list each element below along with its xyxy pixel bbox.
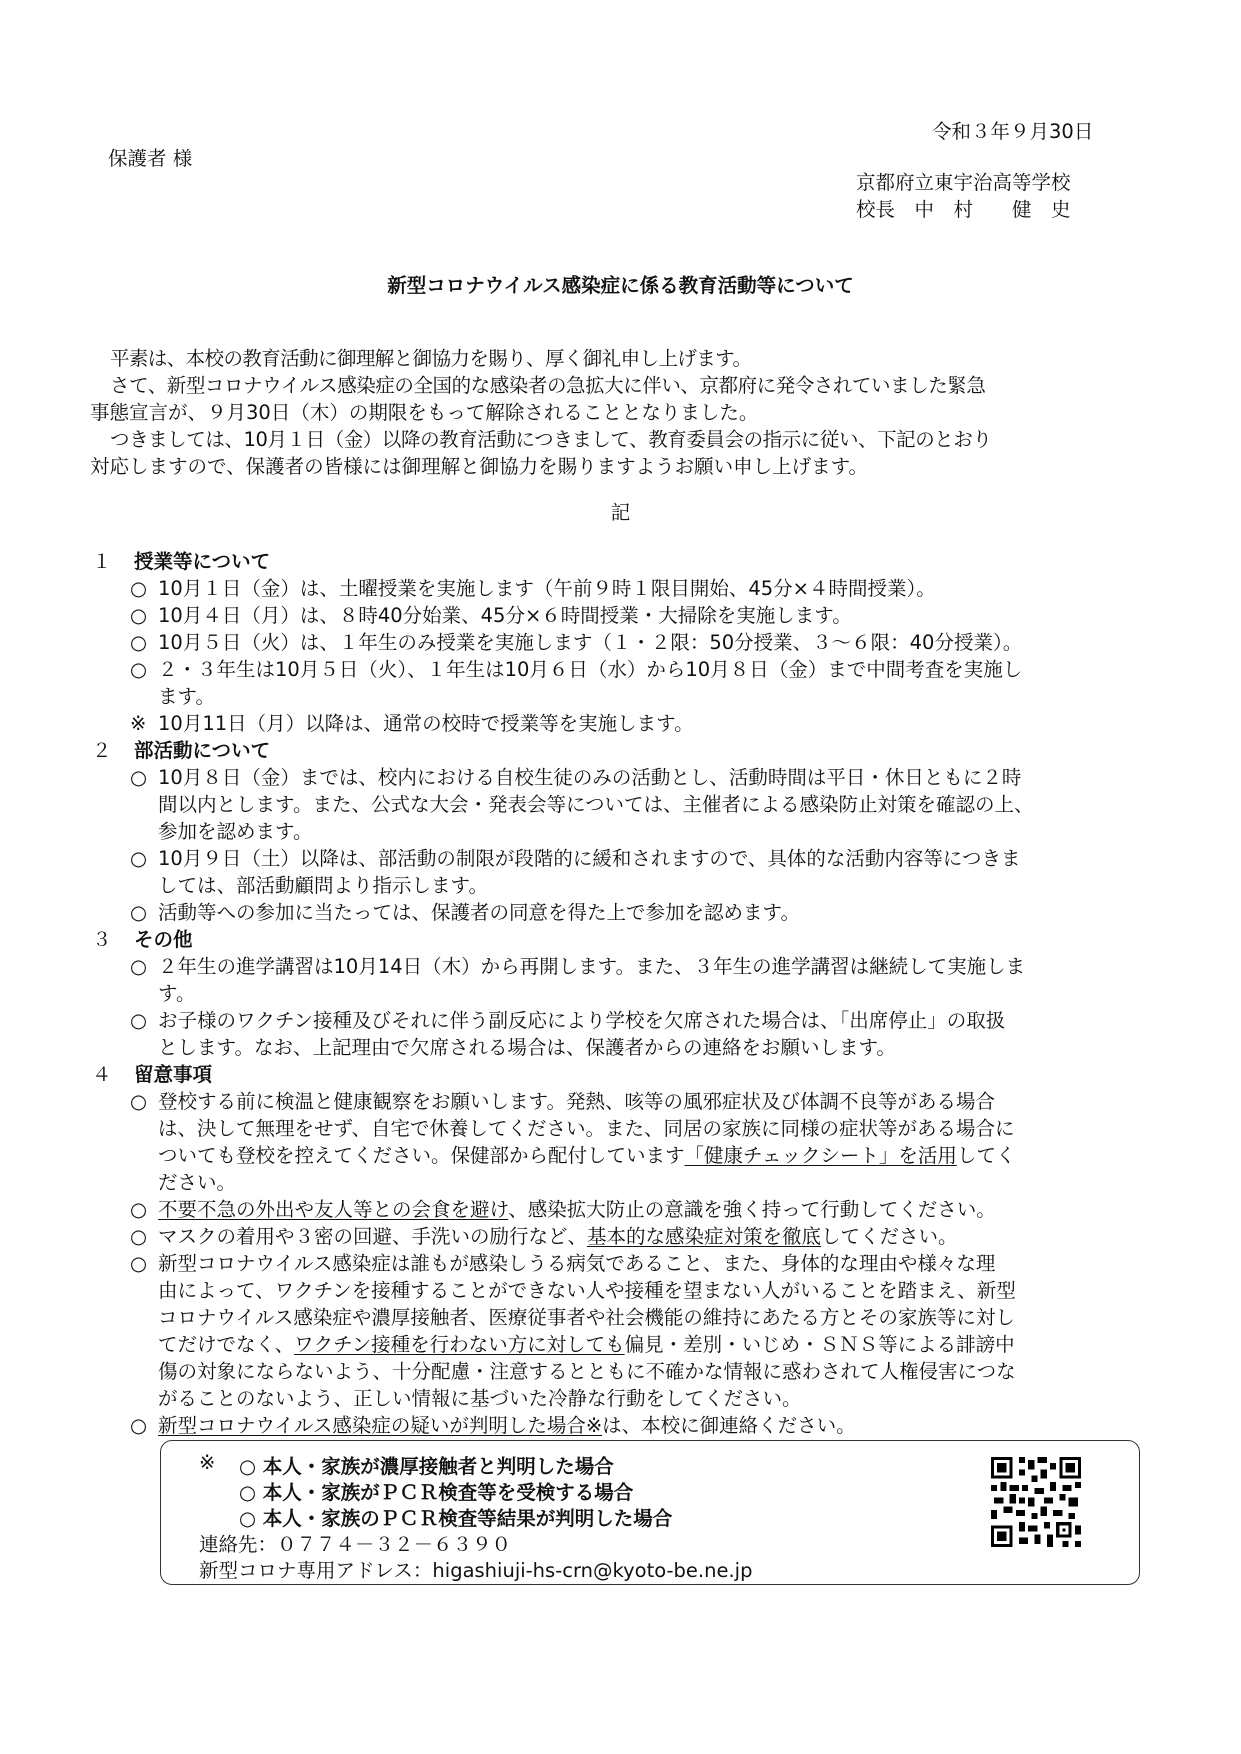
underlined-phrase: 不要不急の外出や友人等との会食を避け xyxy=(158,1198,509,1221)
item-line: 不要不急の外出や友人等との会食を避け、感染拡大防止の意識を強く持って行動してください。 xyxy=(158,1198,996,1221)
section-heading xyxy=(92,1061,1152,1088)
bullet-mark: ○ xyxy=(130,766,148,789)
item-line: ます。 xyxy=(158,685,215,708)
section-number: ２ xyxy=(92,739,112,762)
item-line: ついても登校を控えてください。保健部から配付しています「健康チェックシート」を活用してく xyxy=(158,1144,1016,1167)
list-item xyxy=(92,1223,1152,1250)
contact-email[interactable]: 新型コロナ専用アドレス：higashiuji-hs-crn@kyoto-be.ne.jp xyxy=(199,1559,753,1582)
section-number: １ xyxy=(92,550,112,573)
list-item xyxy=(92,1250,1152,1412)
item-line: ２・３年生は10月５日（火）、１年生は10月６日（水）から10月８日（金）まで中間考査を実施し xyxy=(158,658,1023,681)
section-title: 部活動について xyxy=(134,739,271,762)
section-number: ３ xyxy=(92,928,112,951)
bullet-mark: ○ xyxy=(130,658,148,681)
ki-heading: 記 xyxy=(610,501,631,524)
bullet-mark: ○ xyxy=(130,1252,148,1275)
list-item xyxy=(92,1412,1152,1439)
item-line: ２年生の進学講習は10月14日（木）から再開します。また、３年生の進学講習は継続して実施しま xyxy=(158,955,1026,978)
section-heading xyxy=(92,548,1152,575)
item-line: 10月９日（土）以降は、部活動の制限が段階的に緩和されますので、具体的な活動内容等につきま xyxy=(158,847,1021,870)
item-line: てだけでなく、ワクチン接種を行わない方に対しても偏見・差別・いじめ・ＳＮＳ等による誹謗中 xyxy=(158,1333,1015,1356)
list-item xyxy=(92,1196,1152,1223)
bullet-mark: ○ xyxy=(130,577,148,600)
case-2: ○ 本人・家族がＰＣＲ検査等を受検する場合 xyxy=(239,1481,634,1504)
list-item xyxy=(92,602,1152,629)
item-line: 10月11日（月）以降は、通常の校時で授業等を実施します。 xyxy=(158,712,694,735)
document-title: 新型コロナウイルス感染症に係る教育活動等について xyxy=(387,274,854,297)
underlined-phrase: 基本的な感染症対策を徹底 xyxy=(587,1225,822,1248)
list-item xyxy=(92,764,1152,845)
item-line: 登校する前に検温と健康観察をお願いします。発熱、咳等の風邪症状及び体調不良等がある場合 xyxy=(158,1090,995,1113)
intro-paragraphs xyxy=(90,345,1150,480)
bullet-mark: ○ xyxy=(130,1414,148,1437)
principal-name: 校長 中 村 健 史 xyxy=(856,198,1071,221)
item-line: 10月８日（金）までは、校内における自校生徒のみの活動とし、活動時間は平日・休日ともに２時 xyxy=(158,766,1022,789)
date: 令和３年９月30日 xyxy=(932,120,1094,143)
item-line: コロナウイルス感染症や濃厚接触者、医療従事者や社会機能の維持にあたる方とその家族等に対し xyxy=(158,1306,1015,1329)
item-line: 活動等への参加に当たっては、保護者の同意を得た上で参加を認めます。 xyxy=(158,901,800,924)
intro-line: 対応しますので、保護者の皆様には御理解と御協力を賜りますようお願い申し上げます。 xyxy=(90,455,869,478)
list-item xyxy=(92,656,1152,710)
bullet-mark: ○ xyxy=(130,631,148,654)
item-line: す。 xyxy=(158,982,196,1005)
item-line: しては、部活動顧問より指示します。 xyxy=(158,874,488,897)
intro-line: さて、新型コロナウイルス感染症の全国的な感染者の急拡大に伴い、京都府に発令されていました緊急 xyxy=(110,374,986,397)
item-line: 10月４日（月）は、８時40分始業、45分×６時間授業・大掃除を実施します。 xyxy=(158,604,852,627)
item-line: ださい。 xyxy=(158,1171,237,1194)
bullet-mark: ○ xyxy=(130,1225,148,1248)
underlined-phrase: 新型コロナウイルス感染症の疑いが判明した場合※ xyxy=(158,1414,603,1437)
item-line: マスクの着用や３密の回避、手洗いの励行など、基本的な感染症対策を徹底してください。 xyxy=(158,1225,958,1248)
school-name: 京都府立東宇治高等学校 xyxy=(856,171,1071,194)
qr-code-icon xyxy=(991,1457,1081,1547)
underlined-phrase: ワクチン接種を行わない方に対しても xyxy=(294,1333,625,1356)
item-line: 間以内とします。また、公式な大会・発表会等については、主催者による感染防止対策を確認の上、 xyxy=(158,793,1034,816)
section-heading xyxy=(92,926,1152,953)
list-item xyxy=(92,629,1152,656)
section-number: ４ xyxy=(92,1063,112,1086)
list-item xyxy=(92,1088,1152,1196)
section-title: 授業等について xyxy=(134,550,271,573)
list-item xyxy=(92,899,1152,926)
contact-box xyxy=(160,1440,1140,1585)
section-heading xyxy=(92,737,1152,764)
bullet-mark: ○ xyxy=(130,955,148,978)
case-1: ○ 本人・家族が濃厚接触者と判明した場合 xyxy=(239,1455,614,1478)
item-line: 傷の対象にならないよう、十分配慮・注意するとともに不確かな情報に惑わされて人権侵害につな xyxy=(158,1360,1016,1383)
item-line: 10月５日（火）は、１年生のみ授業を実施します（１・２限：50分授業、３～６限：40分授業）。 xyxy=(158,631,1023,654)
sections xyxy=(92,548,1152,1439)
list-item xyxy=(92,710,1152,737)
list-item xyxy=(92,845,1152,899)
item-line: とします。なお、上記理由で欠席される場合は、保護者からの連絡をお願いします。 xyxy=(158,1036,896,1059)
section-title: その他 xyxy=(134,928,193,951)
item-line: 新型コロナウイルス感染症は誰もが感染しうる病気であること、また、身体的な理由や様々な理 xyxy=(158,1252,996,1275)
underlined-phrase: 「健康チェックシート」を活用 xyxy=(684,1144,957,1167)
section-title: 留意事項 xyxy=(134,1063,213,1086)
contact-phone: 連絡先：０７７４－３２－６３９０ xyxy=(199,1533,512,1556)
bullet-mark: ※ xyxy=(130,712,147,735)
list-item xyxy=(92,1007,1152,1061)
bullet-mark: ○ xyxy=(130,847,148,870)
item-line: 新型コロナウイルス感染症の疑いが判明した場合※は、本校に御連絡ください。 xyxy=(158,1414,856,1437)
intro-line: 平素は、本校の教育活動に御理解と御協力を賜り、厚く御礼申し上げます。 xyxy=(110,347,752,370)
bullet-mark: ○ xyxy=(130,1009,148,1032)
item-line: お子様のワクチン接種及びそれに伴う副反応により学校を欠席された場合は、「出席停止」の取扱 xyxy=(158,1009,1006,1032)
bullet-mark: ○ xyxy=(130,901,148,924)
item-line: は、決して無理をせず、自宅で休養してください。また、同居の家族に同様の症状等がある場合に xyxy=(158,1117,1015,1140)
list-item xyxy=(92,953,1152,1007)
intro-line: つきましては、10月１日（金）以降の教育活動につきまして、教育委員会の指示に従い、下記のとおり xyxy=(110,428,992,451)
bullet-mark: ○ xyxy=(130,1090,148,1113)
note-mark: ※ xyxy=(199,1451,216,1474)
item-line: 10月１日（金）は、土曜授業を実施します（午前９時１限目開始、45分×４時間授業）。 xyxy=(158,577,936,600)
case-3: ○ 本人・家族のＰＣＲ検査等結果が判明した場合 xyxy=(239,1507,673,1530)
item-line: 由によって、ワクチンを接種することができない人や接種を望まない人がいることを踏まえ、新型 xyxy=(158,1279,1016,1302)
addressee: 保護者 様 xyxy=(108,147,193,170)
list-item xyxy=(92,575,1152,602)
intro-line: 事態宣言が、９月30日（木）の期限をもって解除されることとなりました。 xyxy=(90,401,759,424)
bullet-mark: ○ xyxy=(130,604,148,627)
bullet-mark: ○ xyxy=(130,1198,148,1221)
item-line: 参加を認めます。 xyxy=(158,820,313,843)
item-line: がることのないよう、正しい情報に基づいた冷静な行動をしてください。 xyxy=(158,1387,802,1410)
